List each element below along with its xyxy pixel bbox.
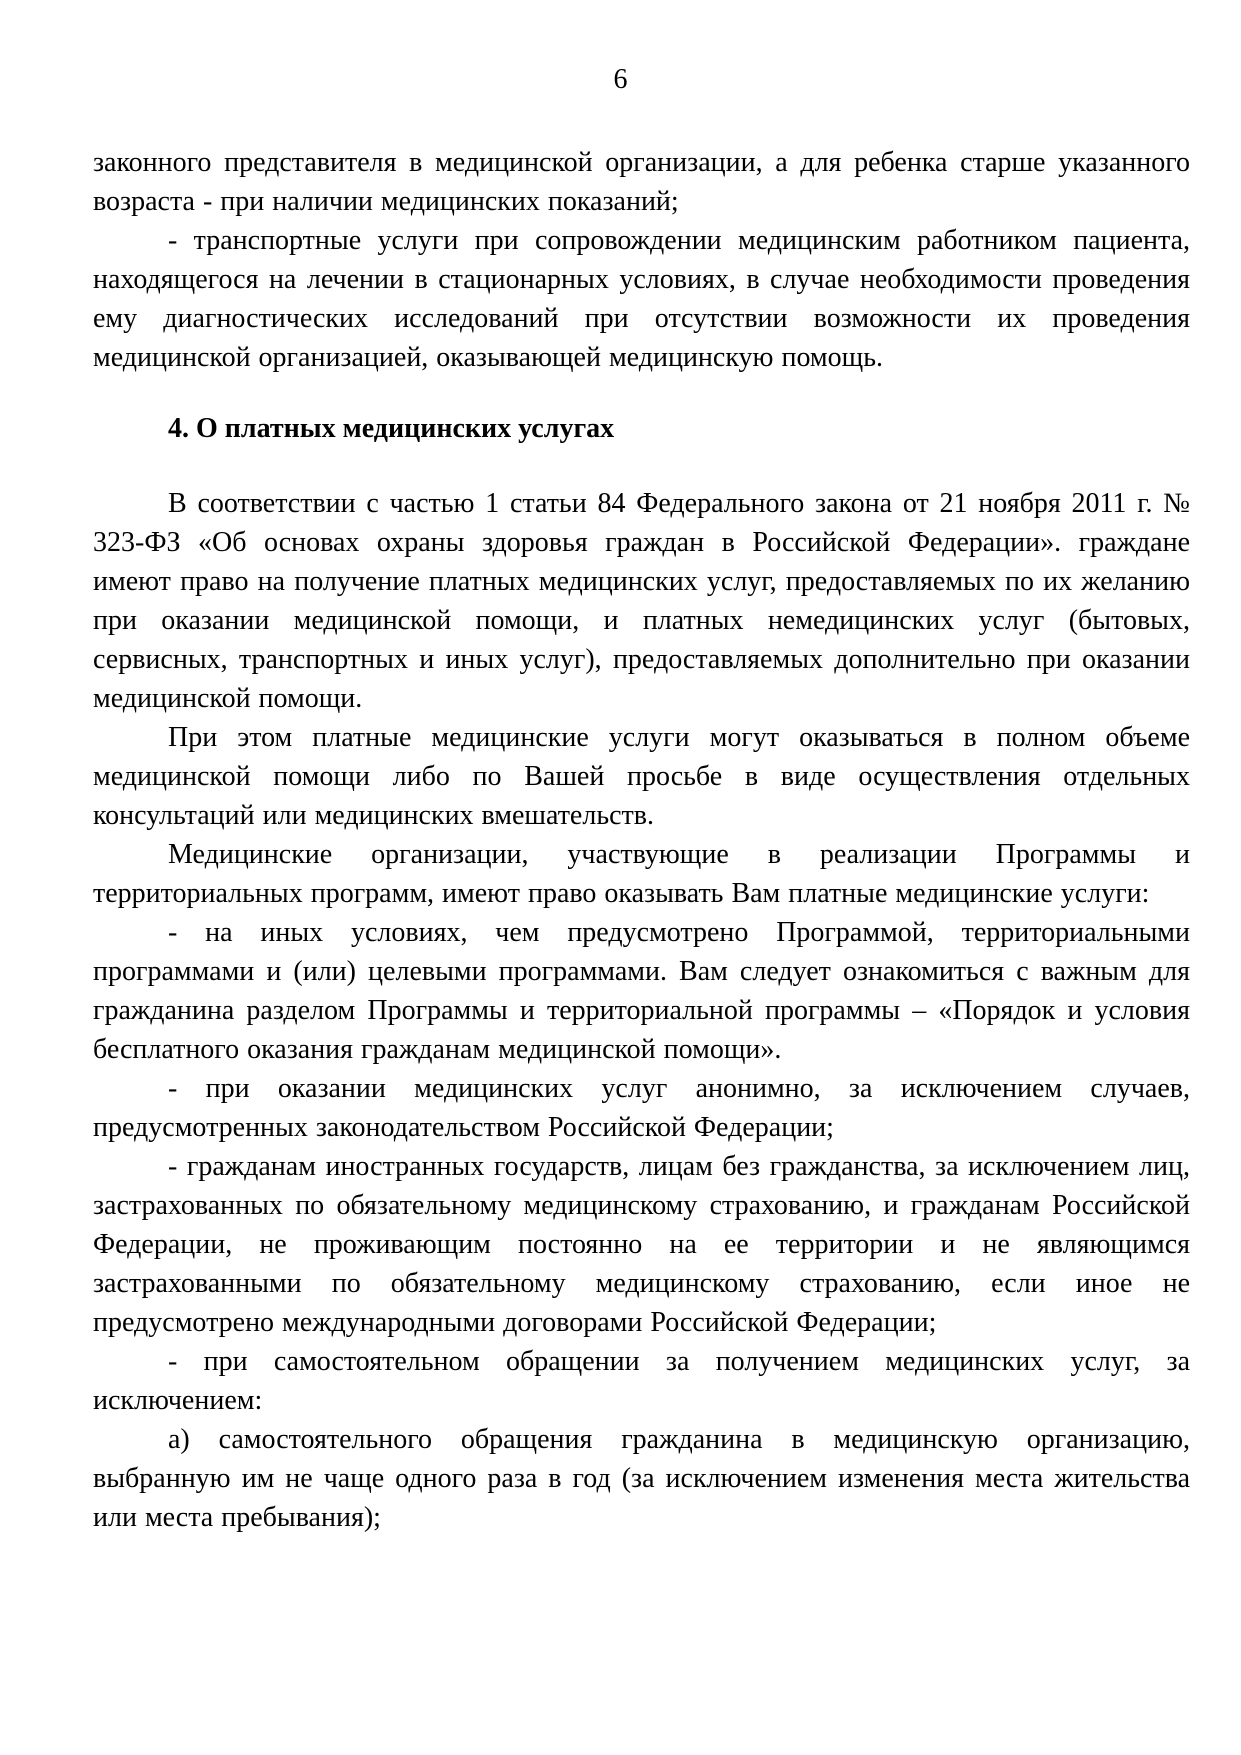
section-heading: 4. О платных медицинских услугах <box>168 413 615 444</box>
paragraph: При этом платные медицинские услуги могут оказываться в полном объеме медицинской помощи либо по Вашей просьбе в виде осуществления отдельных консультаций или медицинских вмешательств. <box>93 722 1190 831</box>
paragraph: законного представителя в медицинской организации, а для ребенка старше указанного возраста - при наличии медицинских показаний; <box>93 147 1190 217</box>
paragraph: - транспортные услуги при сопровождении медицинским работником пациента, находящегося на лечении в стационарных условиях, в случае необходимости проведения ему диагностических исследований при отсутствии возможности их проведения медицинской организацией, оказывающей медицинскую помощь. <box>93 225 1190 373</box>
document-content <box>93 143 1190 1537</box>
page-number: 6 <box>613 64 628 95</box>
paragraph: - при оказании медицинских услуг анонимно, за исключением случаев, предусмотренных законодательством Российской Федерации; <box>93 1073 1190 1143</box>
paragraph: - при самостоятельном обращении за получением медицинских услуг, за исключением: <box>93 1346 1190 1416</box>
paragraph: Медицинские организации, участвующие в реализации Программы и территориальных программ, имеют право оказывать Вам платные медицинские услуги: <box>93 839 1190 909</box>
paragraph: - гражданам иностранных государств, лицам без гражданства, за исключением лиц, застрахованных по обязательному медицинскому страхованию, и гражданам Российской Федерации, не проживающим постоянно на ее территории и не являющимся застрахованными по обязательному медицинскому страхованию, если иное не предусмотрено международными договорами Российской Федерации; <box>93 1151 1190 1338</box>
paragraph: В соответствии с частью 1 статьи 84 Федерального закона от 21 ноября 2011 г. № 323-ФЗ «Об основах охраны здоровья граждан в Российской Федерации». граждане имеют право на получение платных медицинских услуг, предоставляемых по их желанию при оказании медицинской помощи, и платных немедицинских услуг (бытовых, сервисных, транспортных и иных услуг), предоставляемых дополнительно при оказании медицинской помощи. <box>93 488 1190 714</box>
paragraph: - на иных условиях, чем предусмотрено Программой, территориальными программами и (или) целевыми программами. Вам следует ознакомиться с важным для гражданина разделом Программы и территориальной программы – «Порядок и условия бесплатного оказания гражданам медицинской помощи». <box>93 917 1190 1065</box>
paragraph: а) самостоятельного обращения гражданина в медицинскую организацию, выбранную им не чаще одного раза в год (за исключением изменения места жительства или места пребывания); <box>93 1424 1190 1533</box>
